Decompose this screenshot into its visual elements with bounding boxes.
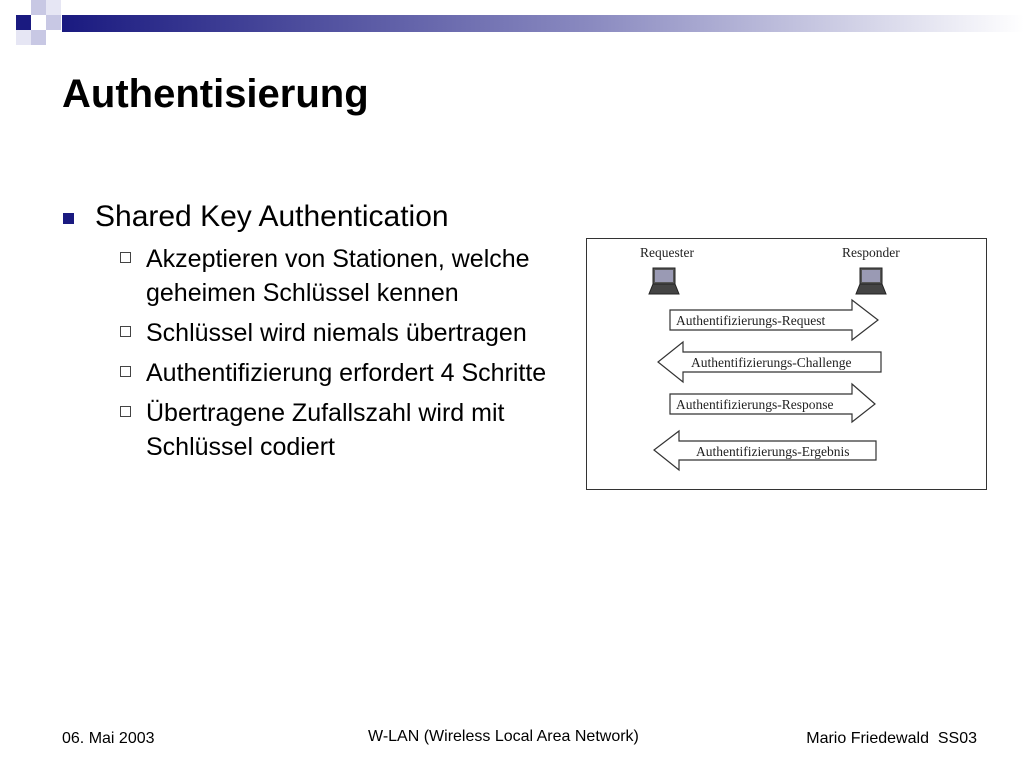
laptop-icon	[649, 268, 679, 294]
header-gradient-bar	[62, 15, 1024, 32]
message-request: Authentifizierungs-Request	[676, 313, 826, 328]
footer-author: Mario Friedewald SS03	[806, 730, 977, 747]
sub-bullet-list	[114, 242, 570, 464]
sub-bullet-item	[114, 316, 570, 350]
message-result: Authentifizierungs-Ergebnis	[696, 444, 850, 459]
deco-square	[16, 15, 31, 30]
footer-date: 06. Mai 2003	[62, 730, 155, 747]
sub-bullet-item	[114, 396, 570, 464]
hollow-square-bullet-icon	[120, 252, 131, 263]
bullet-list	[60, 198, 570, 470]
responder-label: Responder	[842, 245, 900, 260]
sub-bullet-text: Authentifizierung erfordert 4 Schritte	[146, 359, 547, 387]
sub-bullet-text: Übertragene Zufallszahl wird mit Schlüssel codiert	[146, 399, 505, 461]
footer-title: W-LAN (Wireless Local Area Network)	[368, 728, 639, 745]
sub-bullet-text: Schlüssel wird niemals übertragen	[146, 319, 527, 347]
message-response: Authentifizierungs-Response	[676, 397, 834, 412]
authentication-diagram	[586, 238, 987, 490]
deco-square	[31, 0, 46, 15]
message-challenge: Authentifizierungs-Challenge	[691, 355, 852, 370]
sub-bullet-item	[114, 356, 570, 390]
bullet-item	[60, 198, 570, 236]
header-band	[0, 0, 1024, 48]
sub-bullet-item	[114, 242, 570, 310]
laptop-icon	[856, 268, 886, 294]
hollow-square-bullet-icon	[120, 326, 131, 337]
bullet-text: Shared Key Authentication	[95, 200, 449, 233]
deco-square	[46, 0, 61, 15]
deco-square	[31, 30, 46, 45]
deco-square	[16, 30, 31, 45]
hollow-square-bullet-icon	[120, 406, 131, 417]
sub-bullet-text: Akzeptieren von Stationen, welche geheimen Schlüssel kennen	[146, 245, 530, 307]
requester-label: Requester	[640, 245, 694, 260]
square-bullet-icon	[63, 213, 74, 224]
hollow-square-bullet-icon	[120, 366, 131, 377]
slide-title: Authentisierung	[62, 72, 369, 116]
deco-square	[46, 15, 61, 30]
